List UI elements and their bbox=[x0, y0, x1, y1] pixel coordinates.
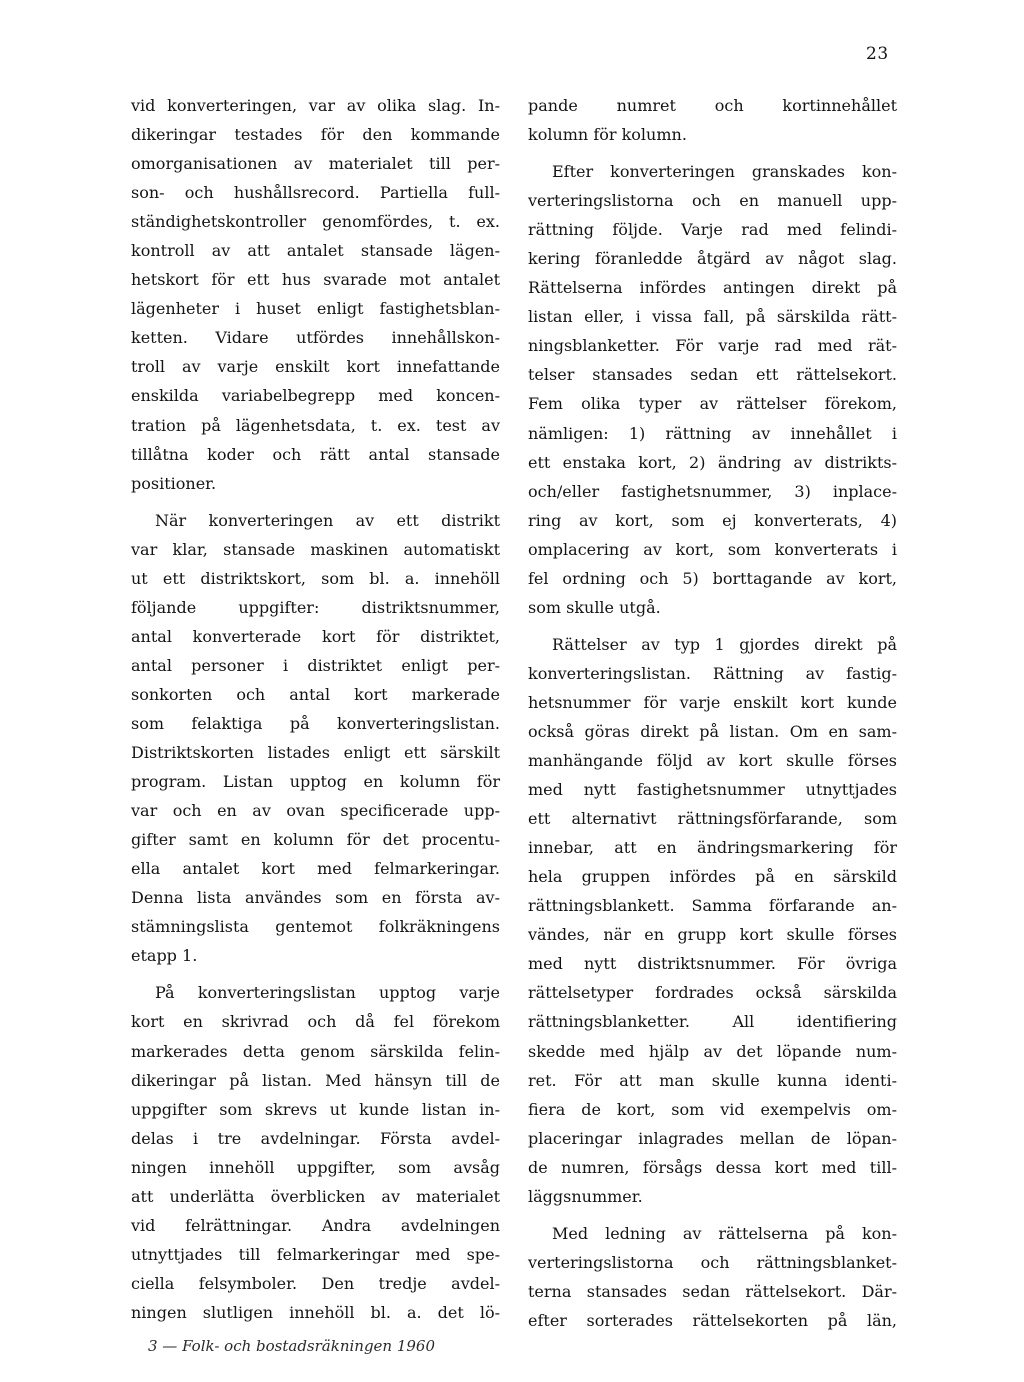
text-line: kontroll av att antalet stansade lägen- bbox=[131, 241, 500, 261]
text-line: var och en av ovan specificerade upp- bbox=[131, 801, 500, 821]
text-line: kolumn för kolumn. bbox=[528, 125, 687, 145]
text-line: omplacering av kort, som konverterats i bbox=[528, 539, 897, 559]
text-line: terna stansades sedan rättelsekort. Där- bbox=[528, 1281, 897, 1301]
text-line: dikeringar testades för den kommande bbox=[131, 125, 500, 145]
text-line: På konverteringslistan upptog varje bbox=[155, 983, 500, 1003]
text-line: stämningslista gentemot folkräkningens bbox=[131, 917, 500, 937]
text-line: gifter samt en kolumn för det procentu- bbox=[131, 830, 500, 850]
text-line: utnyttjades till felmarkeringar med spe- bbox=[131, 1244, 500, 1264]
text-line: Rättelserna infördes antingen direkt på bbox=[528, 278, 897, 298]
text-line: tillåtna koder och rätt antal stansade bbox=[131, 444, 500, 464]
paragraph-gap bbox=[131, 498, 500, 506]
text-line: hela gruppen infördes på en särskild bbox=[528, 867, 897, 887]
text-line: omorganisationen av materialet till per- bbox=[131, 154, 500, 174]
text-line: efter sorterades rättelsekorten på län, bbox=[528, 1310, 897, 1330]
text-line: att underlätta överblicken av materialet bbox=[131, 1186, 500, 1206]
text-line: också göras direkt på listan. Om en sam- bbox=[528, 721, 897, 741]
text-line: ningen slutligen innehöll bl. a. det lö- bbox=[131, 1302, 500, 1322]
text-line: antal konverterade kort för distriktet, bbox=[131, 626, 500, 646]
text-line: Rättelser av typ 1 gjordes direkt på bbox=[552, 634, 897, 654]
text-line: ett alternativt rättningsförfarande, som bbox=[528, 809, 897, 829]
text-line: troll av varje enskilt kort innefattande bbox=[131, 357, 500, 377]
page-footer: 3 — Folk- och bostadsräkningen 1960 bbox=[148, 1337, 436, 1355]
text-line: lägenheter i huset enligt fastighetsblan- bbox=[131, 299, 500, 319]
text-line: som skulle utgå. bbox=[528, 597, 661, 617]
text-line: skedde med hjälp av det löpande num- bbox=[528, 1041, 897, 1061]
text-line: kering föranledde åtgärd av något slag. bbox=[528, 249, 897, 269]
text-line: program. Listan upptog en kolumn för bbox=[131, 772, 500, 792]
text-line: verteringslistorna och en manuell upp- bbox=[528, 191, 897, 211]
text-line: ningsblanketter. För varje rad med rät- bbox=[528, 336, 897, 356]
text-line: listan eller, i vissa fall, på särskilda rätt- bbox=[528, 307, 897, 327]
text-line: Med ledning av rättelserna på kon- bbox=[552, 1223, 897, 1243]
text-line: ningen innehöll uppgifter, som avsåg bbox=[131, 1157, 500, 1177]
text-line: hetsnummer för varje enskilt kort kunde bbox=[528, 692, 897, 712]
text-line: telser stansades sedan ett rättelsekort. bbox=[528, 365, 897, 385]
paragraph-gap bbox=[528, 149, 897, 157]
text-line: ret. För att man skulle kunna identi- bbox=[528, 1070, 897, 1090]
text-line: ketten. Vidare utfördes innehållskon- bbox=[131, 328, 500, 348]
text-line: rättningsblankett. Samma förfarande an- bbox=[528, 896, 897, 916]
left-text-column bbox=[131, 91, 500, 1327]
text-line: hetskort för ett hus svarade mot antalet bbox=[131, 270, 500, 290]
text-line: ett enstaka kort, 2) ändring av distrikts- bbox=[528, 452, 897, 472]
text-line: Fem olika typer av rättelser förekom, bbox=[528, 394, 897, 414]
text-line: vid konverteringen, var av olika slag. In- bbox=[131, 96, 500, 115]
text-line: placeringar inlagrades mellan de löpan- bbox=[528, 1128, 897, 1148]
text-line: son- och hushållsrecord. Partiella full- bbox=[131, 183, 500, 203]
text-line: positioner. bbox=[131, 473, 217, 493]
text-line: enskilda variabelbegrepp med koncen- bbox=[131, 386, 500, 406]
text-line: När konverteringen av ett distrikt bbox=[155, 510, 500, 530]
text-line: med nytt distriktsnummer. För övriga bbox=[528, 954, 897, 974]
text-line: rättning följde. Varje rad med felindi- bbox=[528, 220, 897, 240]
text-line: ständighetskontroller genomfördes, t. ex. bbox=[131, 212, 500, 232]
text-line: sonkorten och antal kort markerade bbox=[131, 684, 500, 704]
text-line: ella antalet kort med felmarkeringar. bbox=[131, 859, 500, 879]
text-line: konverteringslistan. Rättning av fastig- bbox=[528, 663, 897, 683]
paragraph-gap bbox=[528, 622, 897, 630]
text-line: läggsnummer. bbox=[528, 1186, 643, 1206]
text-line: Efter konverteringen granskades kon- bbox=[552, 162, 897, 182]
text-line: markerades detta genom särskilda felin- bbox=[131, 1041, 500, 1061]
right-text-column bbox=[528, 91, 897, 1335]
text-line: vändes, när en grupp kort skulle förses bbox=[528, 925, 897, 945]
text-line: ring av kort, som ej konverterats, 4) bbox=[528, 510, 897, 530]
text-line: manhängande följd av kort skulle förses bbox=[528, 751, 897, 771]
text-line: pande numret och kortinnehållet bbox=[528, 96, 897, 115]
text-line: rättelsetyper fordrades också särskilda bbox=[528, 983, 897, 1003]
text-line: nämligen: 1) rättning av innehållet i bbox=[528, 423, 897, 443]
text-line: Denna lista användes som en första av- bbox=[131, 888, 500, 908]
paragraph-gap bbox=[131, 970, 500, 978]
text-line: ciella felsymboler. Den tredje avdel- bbox=[131, 1273, 500, 1293]
text-line: som felaktiga på konverteringslistan. bbox=[131, 713, 500, 733]
text-line: med nytt fastighetsnummer utnyttjades bbox=[528, 780, 897, 800]
paragraph-gap bbox=[528, 1211, 897, 1219]
text-line: innebar, att en ändringsmarkering för bbox=[528, 838, 897, 858]
text-line: verteringslistorna och rättningsblanket- bbox=[528, 1252, 897, 1272]
text-line: följande uppgifter: distriktsnummer, bbox=[131, 597, 500, 617]
text-line: fiera de kort, som vid exempelvis om- bbox=[528, 1099, 897, 1119]
text-line: fel ordning och 5) borttagande av kort, bbox=[528, 568, 897, 588]
text-line: delas i tre avdelningar. Första avdel- bbox=[131, 1128, 500, 1148]
text-line: de numren, försågs dessa kort med till- bbox=[528, 1157, 897, 1177]
text-line: vid felrättningar. Andra avdelningen bbox=[131, 1215, 500, 1235]
text-line: tration på lägenhetsdata, t. ex. test av bbox=[131, 415, 500, 435]
text-line: uppgifter som skrevs ut kunde listan in- bbox=[131, 1099, 500, 1119]
text-line: kort en skrivrad och då fel förekom bbox=[131, 1012, 500, 1032]
text-line: var klar, stansade maskinen automatiskt bbox=[131, 539, 500, 559]
text-line: antal personer i distriktet enligt per- bbox=[131, 655, 500, 675]
text-line: dikeringar på listan. Med hänsyn till de bbox=[131, 1070, 500, 1090]
text-line: Distriktskorten listades enligt ett särskilt bbox=[131, 743, 500, 763]
text-line: rättningsblanketter. All identifiering bbox=[528, 1012, 897, 1032]
text-line: etapp 1. bbox=[131, 946, 198, 966]
page-number: 23 bbox=[866, 44, 889, 64]
text-line: och/eller fastighetsnummer, 3) inplace- bbox=[528, 481, 897, 501]
text-line: ut ett distriktskort, som bl. a. innehöll bbox=[131, 568, 500, 588]
